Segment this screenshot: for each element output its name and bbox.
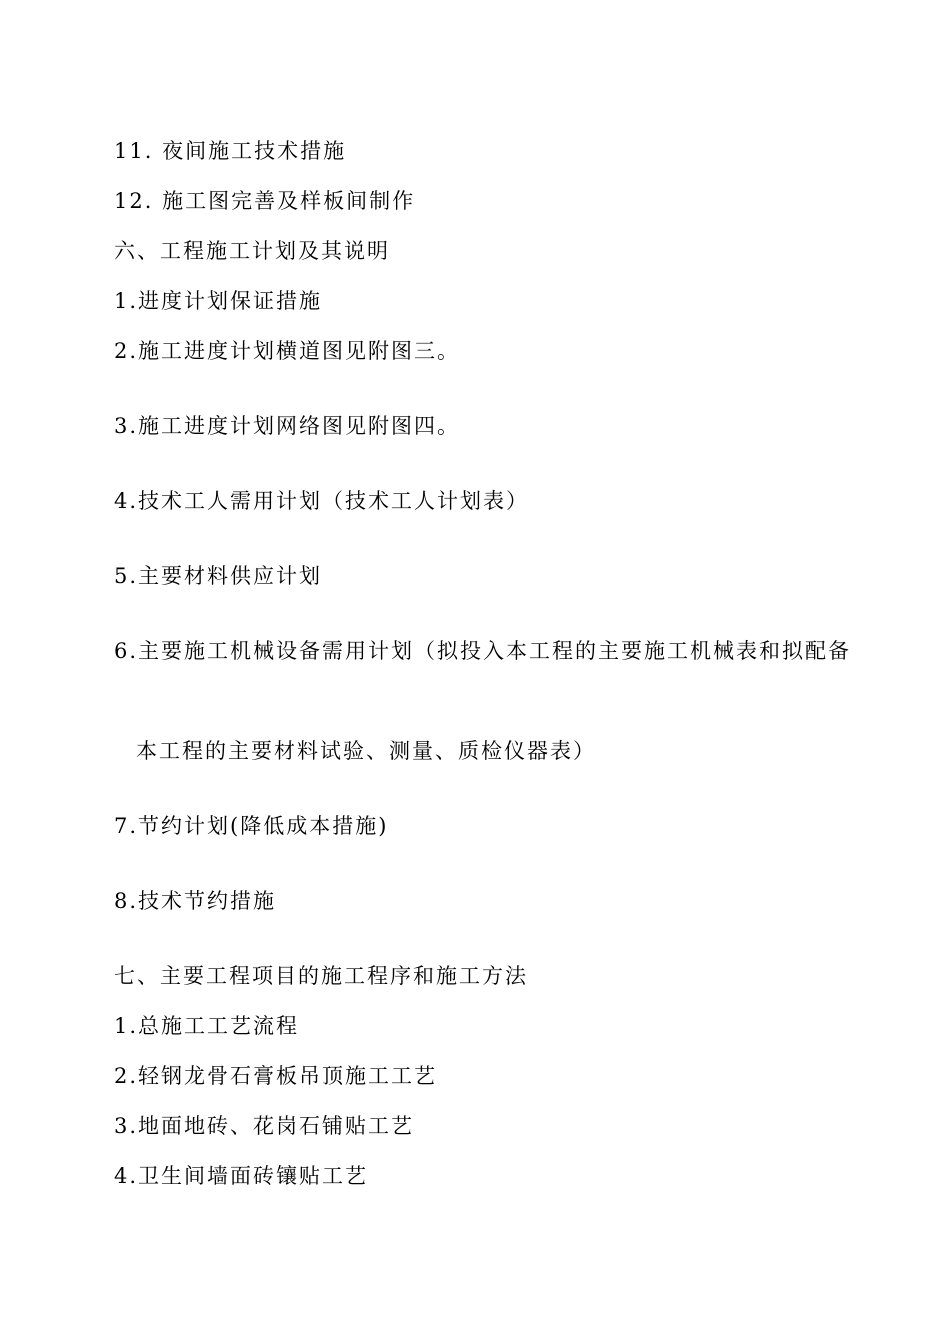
item-skilled-labor-plan: 4.技术工人需用计划（技术工人计划表） [114, 489, 530, 513]
item-technical-savings: 8.技术节约措施 [114, 889, 277, 913]
section-heading-six: 六、工程施工计划及其说明 [114, 239, 390, 263]
item-schedule-guarantee: 1.进度计划保证措施 [114, 289, 323, 313]
item-bathroom-wall-tile-process: 4.卫生间墙面砖镶贴工艺 [114, 1164, 369, 1188]
item-drawing-sample-room: 12. 施工图完善及样板间制作 [114, 189, 416, 213]
item-night-construction: 11. 夜间施工技术措施 [114, 139, 347, 163]
item-overall-process-flow: 1.总施工工艺流程 [114, 1014, 300, 1038]
item-machinery-plan: 6.主要施工机械设备需用计划（拟投入本工程的主要施工机械表和拟配备 [114, 639, 852, 663]
item-savings-plan: 7.节约计划(降低成本措施) [114, 814, 389, 838]
section-heading-seven: 七、主要工程项目的施工程序和施工方法 [114, 964, 528, 988]
item-ceiling-process: 2.轻钢龙骨石膏板吊顶施工工艺 [114, 1064, 438, 1088]
item-gantt-chart: 2.施工进度计划横道图见附图三。 [114, 339, 461, 363]
item-floor-tile-process: 3.地面地砖、花岗石铺贴工艺 [114, 1114, 415, 1138]
item-material-supply-plan: 5.主要材料供应计划 [114, 564, 323, 588]
item-network-diagram: 3.施工进度计划网络图见附图四。 [114, 414, 461, 438]
item-machinery-plan-continued: 本工程的主要材料试验、测量、质检仪器表） [136, 739, 596, 763]
